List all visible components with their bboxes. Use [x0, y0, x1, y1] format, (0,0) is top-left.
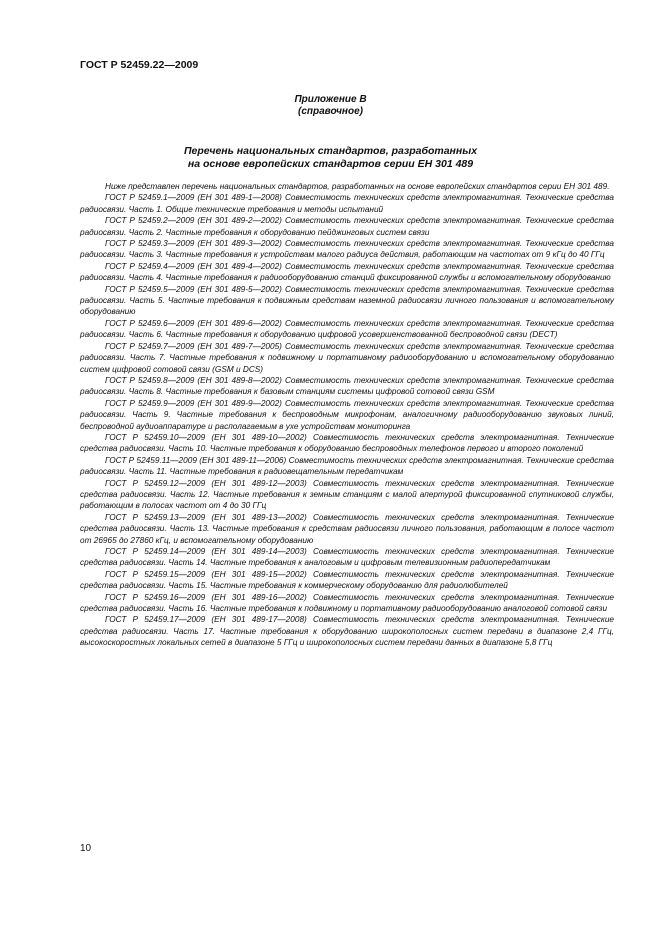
standard-entry: ГОСТ Р 52459.6—2009 (ЕН 301 489-6—2002) Совместимость технических средств электромагнитная. Технические средства радиосвязи. Часть 6. Частные требования к оборудованию цифровой усовершенствованной беспроводной связи (DECT) [80, 318, 614, 340]
standard-entry: ГОСТ Р 52459.12—2009 (ЕН 301 489-12—2003) Совместимость технических средств электромагнитная. Технические средства радиосвязи. Часть 12. Частные требования к земным станциям с малой апертурой фиксированной спутниковой службы, работающим в полосах частот от 4 до 30 ГГц [80, 478, 614, 511]
standard-entry: ГОСТ Р 52459.3—2009 (ЕН 301 489-3—2002) Совместимость технических средств электромагнитная. Технические средства радиосвязи. Часть 3. Частные требования к устройствам малого радиуса действия, работающим на частотах от 9 кГц до 40 ГГц [80, 239, 614, 260]
standard-entry: ГОСТ Р 52459.4—2009 (ЕН 301 489-4—2002) Совместимость технических средств электромагнитная. Технические средства радиосвязи. Часть 4. Частные требования к радиооборудованию станций фиксированной службы и вспомогательному оборудованию [80, 261, 614, 283]
standard-entry: ГОСТ Р 52459.14—2009 (ЕН 301 489-14—2003) Совместимость технических средств электромагнитная. Технические средства радиосвязи. Часть 14. Частные требования к аналоговым и цифровым телевизионным радиопередатчикам [80, 547, 614, 568]
standard-entry: ГОСТ Р 52459.7—2009 (ЕН 301 489-7—2005) Совместимость технических средств электромагнитная. Технические средства радиосвязи. Часть 7. Частные требования к подвижному и портативному радиооборудованию и вспомогательному оборудованию систем цифровой сотовой связи (GSM и DCS) [80, 341, 614, 374]
intro-paragraph: Ниже представлен перечень национальных стандартов, разработанных на основе европейских стандартов серии ЕН 301 489. [105, 182, 610, 191]
body-text [80, 181, 614, 649]
standard-entry: ГОСТ Р 52459.9—2009 (ЕН 301 489-9—2002) Совместимость технических средств электромагнитная. Технические средства радиосвязи. Часть 9. Частные требования к беспроводным микрофонам, аналогичному радиооборудованию звуковых линий, беспроводной аудиоаппаратуре и располагаемым в ухе устройствам мониторинга [80, 398, 614, 431]
document-header: ГОСТ Р 52459.22—2009 [80, 59, 199, 71]
annex-type: (справочное) [298, 106, 363, 117]
annex-label: Приложение В [294, 94, 367, 105]
standard-entry: ГОСТ Р 52459.5—2009 (ЕН 301 489-5—2002) Совместимость технических средств электромагнитная. Технические средства радиосвязи. Часть 5. Частные требования к подвижным средствам наземной радиосвязи личного пользования и вспомогательному оборудованию [80, 284, 614, 317]
annex-heading [0, 94, 661, 118]
section-title [0, 145, 661, 170]
standard-entry: ГОСТ Р 52459.17—2009 (ЕН 301 489-17—2008) Совместимость технических средств электромагнитная. Технические средства радиосвязи. Часть 17. Частные требования к оборудованию широкополосных систем передачи в диапазоне 2,4 ГГц, высокоскоростных локальных сетей в диапазоне 5 ГГц и широкополосных систем передачи данных в диапазоне 5,8 ГГц [80, 615, 614, 648]
title-line-1: Перечень национальных стандартов, разработанных [183, 145, 478, 157]
standard-entry: ГОСТ Р 52459.10—2009 (ЕН 301 489-10—2002) Совместимость технических средств электромагнитная. Технические средства радиосвязи. Часть 10. Частные требования к оборудованию беспроводных телефонов первого и второго поколений [80, 432, 614, 454]
standard-entry: ГОСТ Р 52459.11—2009 (ЕН 301 489-11—2006) Совместимость технических средств электромагнитная. Технические средства радиосвязи. Часть 11. Частные требования к радиовещательным передатчикам [80, 455, 614, 477]
standard-entry: ГОСТ Р 52459.1—2009 (ЕН 301 489-1—2008) Совместимость технических средств электромагнитная. Технические средства радиосвязи. Часть 1. Общие технические требования и методы испытаний [80, 193, 614, 214]
standard-entry: ГОСТ Р 52459.2—2009 (ЕН 301 489-2—2002) Совместимость технических средств электромагнитная. Технические средства радиосвязи. Часть 2. Частные требования к оборудованию пейджинговых систем связи [80, 216, 614, 237]
standard-entry: ГОСТ Р 52459.16—2009 (ЕН 301 489-16—2002) Совместимость технических средств электромагнитная. Технические средства радиосвязи. Часть 16. Частные требования к подвижному и портативному радиооборудованию аналоговой сотовой связи [80, 592, 614, 614]
title-line-2: на основе европейских стандартов серии ЕН 301 489 [187, 157, 474, 170]
page-number: 10 [80, 843, 92, 854]
standard-entry: ГОСТ Р 52459.15—2009 (ЕН 301 489-15—2002) Совместимость технических средств электромагнитная. Технические средства радиосвязи. Часть 15. Частные требования к коммерческому оборудованию для радиолюбителей [80, 569, 614, 591]
standard-entry: ГОСТ Р 52459.13—2009 (ЕН 301 489-13—2002) Совместимость технических средств электромагнитная. Технические средства радиосвязи. Часть 13. Частные требования к средствам радиосвязи личного пользования, работающим в полосе частот от 26965 до 27860 кГц, и вспомогательному оборудованию [80, 512, 614, 545]
standard-entry: ГОСТ Р 52459.8—2009 (ЕН 301 489-8—2002) Совместимость технических средств электромагнитная. Технические средства радиосвязи. Часть 8. Частные требования к базовым станциям системы цифровой сотовой связи GSM [80, 375, 614, 397]
